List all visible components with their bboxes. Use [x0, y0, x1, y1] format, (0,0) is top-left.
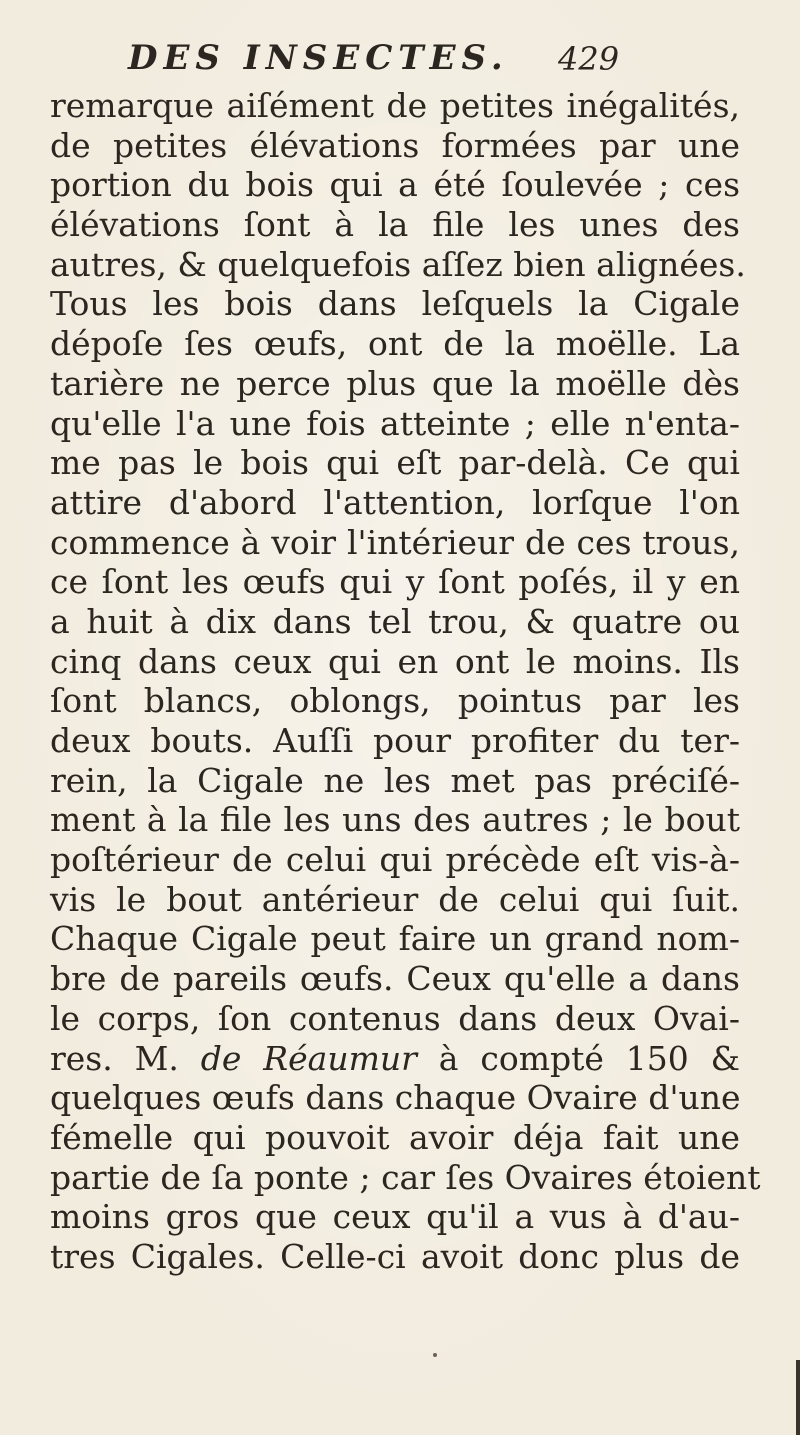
text-line: tarière ne perce plus que la moëlle dès — [50, 363, 740, 403]
text-line: poſtérieur de celui qui précède eſt vis-à- — [50, 840, 740, 880]
text-line: remarque aiſément de petites inégalités, — [50, 86, 740, 125]
text-line: qu'elle l'a une fois atteinte ; elle n'enta- — [50, 403, 740, 443]
text-line: moins gros que ceux qu'il a vus à d'au- — [50, 1197, 740, 1237]
ink-speck — [433, 1353, 437, 1357]
text-line-with-author — [50, 1039, 740, 1079]
text-line: bre de pareils œufs. Ceux qu'elle a dans — [50, 959, 740, 999]
text-line: me pas le bois qui eſt par-delà. Ce qui — [50, 443, 740, 483]
text-line: ment à la file les uns des autres ; le bout — [50, 800, 740, 840]
text-line: ſont blancs, oblongs, pointus par les — [50, 681, 740, 721]
page-edge — [796, 1360, 800, 1435]
text-line: fémelle qui pouvoit avoir déja fait une — [50, 1117, 740, 1157]
body-text — [50, 86, 761, 1277]
text-line: tres Cigales. Celle-ci avoit donc plus de — [50, 1236, 740, 1276]
text-line: Chaque Cigale peut faire un grand nom- — [50, 919, 740, 959]
text-line: dépoſe ſes œufs, ont de la moëlle. La — [50, 324, 740, 364]
text-line: vis le bout antérieur de celui qui ſuit. — [50, 879, 740, 919]
line-prefix: res. M. — [50, 1038, 179, 1078]
page-header — [128, 38, 628, 88]
page-number: 429 — [558, 40, 620, 78]
text-line: a huit à dix dans tel trou, & quatre ou — [50, 601, 740, 641]
text-line: le corps, ſon contenus dans deux Ovai- — [50, 998, 740, 1038]
text-line: cinq dans ceux qui en ont le moins. Ils — [50, 641, 740, 681]
running-head: DES INSECTES. — [128, 38, 509, 78]
text-line: élévations ſont à la file les unes des — [50, 205, 740, 245]
text-line: deux bouts. Auſſi pour profiter du ter- — [50, 721, 740, 760]
text-line: portion du bois qui a été ſoulevée ; ces — [50, 165, 740, 205]
line-suffix: à compté 150 & — [438, 1038, 740, 1078]
text-line: ce ſont les œufs qui y ſont poſés, il y en — [50, 562, 740, 602]
author-name: de Réaumur — [200, 1038, 417, 1078]
text-line: rein, la Cigale ne les met pas préciſé- — [50, 760, 740, 800]
text-line: Tous les bois dans leſquels la Cigale — [50, 284, 740, 324]
text-line: autres, & quelquefois aſſez bien alignées. — [50, 244, 746, 284]
text-line: partie de ſa ponte ; car ſes Ovaires étoient — [50, 1157, 761, 1197]
text-line: quelques œufs dans chaque Ovaire d'une — [50, 1078, 741, 1118]
text-line: commence à voir l'intérieur de ces trous, — [50, 522, 740, 562]
text-line: attire d'abord l'attention, lorſque l'on — [50, 482, 740, 522]
text-line: de petites élévations formées par une — [50, 125, 740, 165]
